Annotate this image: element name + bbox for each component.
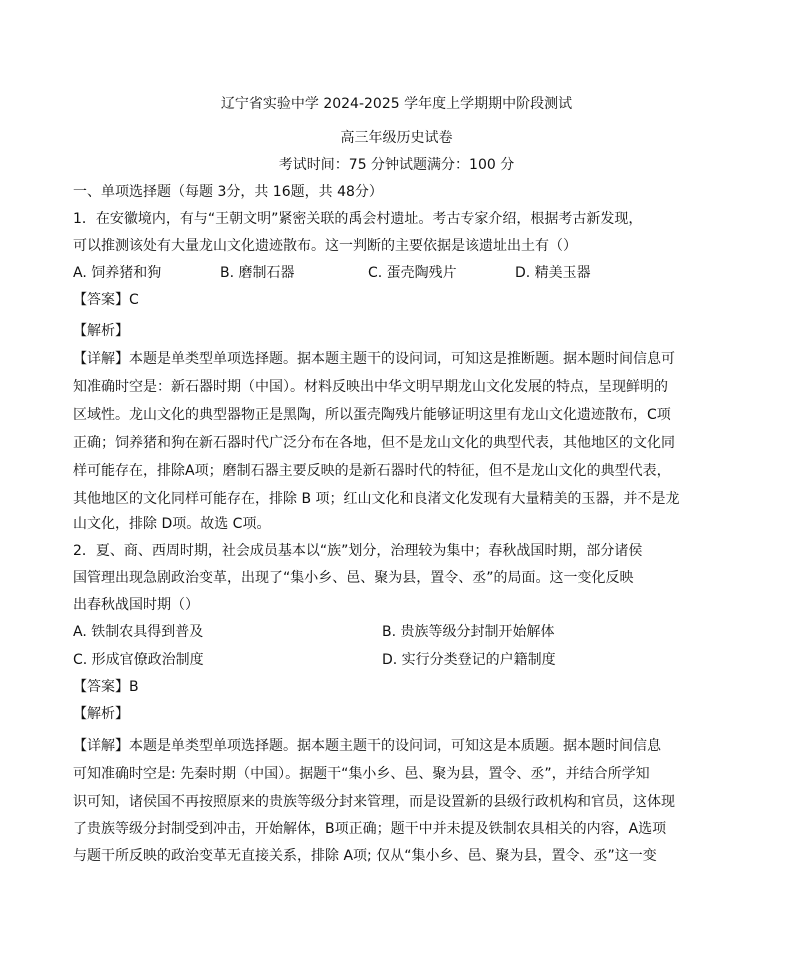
q1-stem-line: 可以推测该处有大量龙山文化遗迹散布。这一判断的主要依据是该遗址出土有（） — [73, 238, 577, 254]
q2-stem-line: 2．夏、商、西周时期，社会成员基本以“族”划分，治理较为集中；春秋战国时期，部分诸侯 — [73, 543, 643, 559]
q2-option-a: A. 铁制农具得到普及 — [73, 624, 204, 640]
q1-detail-line: 山文化，排除 D项。故选 C项。 — [73, 516, 271, 532]
q1-stem-line: 1．在安徽境内，有与“王朝文明”紧密关联的禹会村遗址。考古专家介绍，根据考古新发现， — [73, 211, 643, 227]
exam-title: 辽宁省实验中学 2024-2025 学年度上学期期中阶段测试 — [220, 96, 573, 112]
q1-detail-line: 【详解】本题是单类型单项选择题。据本题主题干的设问词，可知这是推断题。据本题时间信息可 — [73, 351, 675, 367]
q1-detail-line: 正确；饲养猪和狗在新石器时代广泛分布在各地，但不是龙山文化的典型代表，其他地区的文化同 — [73, 435, 675, 451]
q2-detail-line: 可知准确时空是: 先秦时期（中国）。据题干“集小乡、邑、聚为县，置令、丞”，并结合所学知 — [73, 766, 650, 782]
q1-analysis-label: 【解析】 — [73, 323, 129, 339]
q1-answer: 【答案】C — [73, 292, 139, 308]
exam-time-info: 考试时间：75 分钟试题满分：100 分 — [278, 157, 515, 173]
exam-subtitle: 高三年级历史试卷 — [340, 130, 453, 146]
q1-option-d: D. 精美玉器 — [515, 265, 591, 281]
q2-detail-line: 与题干所反映的政治变革无直接关系，排除 A项; 仅从“集小乡、邑、聚为县，置令、丞”这一变 — [73, 848, 657, 864]
q1-detail-line: 其他地区的文化同样可能存在，排除 B 项；红山文化和良渚文化发现有大量精美的玉器，并不是龙 — [73, 491, 680, 507]
q2-option-d: D. 实行分类登记的户籍制度 — [382, 652, 556, 668]
section-heading: 一、单项选择题（每题 3分，共 16题，共 48分） — [73, 184, 383, 200]
q2-detail-line: 了贵族等级分封制受到冲击，开始解体，B项正确；题干中并未提及铁制农具相关的内容，A选项 — [73, 821, 667, 837]
q1-detail-line: 知准确时空是：新石器时期（中国）。材料反映出中华文明早期龙山文化发展的特点，呈现鲜明的 — [73, 379, 668, 395]
q2-analysis-label: 【解析】 — [73, 706, 129, 722]
q1-option-b: B. 磨制石器 — [220, 265, 295, 281]
q1-detail-line: 区域性。龙山文化的典型器物正是黑陶，所以蛋壳陶残片能够证明这里有龙山文化遗迹散布，C项 — [73, 407, 671, 423]
q2-stem-line: 出春秋战国时期（） — [73, 597, 199, 613]
q1-option-a: A. 饲养猪和狗 — [73, 265, 162, 281]
q2-answer: 【答案】B — [73, 679, 139, 695]
q2-detail-line: 识可知，诸侯国不再按照原来的贵族等级分封来管理，而是设置新的县级行政机构和官员，这体现 — [73, 794, 675, 810]
q2-option-c: C. 形成官僚政治制度 — [73, 652, 204, 668]
q1-option-c: C. 蛋壳陶残片 — [368, 265, 457, 281]
q2-detail-line: 【详解】本题是单类型单项选择题。据本题主题干的设问词，可知这是本质题。据本题时间信息 — [73, 738, 661, 754]
q2-stem-line: 国管理出现急剧政治变革，出现了“集小乡、邑、聚为县，置令、丞”的局面。这一变化反映 — [73, 570, 634, 586]
q1-detail-line: 样可能存在，排除A项；磨制石器主要反映的是新石器时代的特征，但不是龙山文化的典型代表， — [73, 463, 671, 479]
q2-option-b: B. 贵族等级分封制开始解体 — [382, 624, 555, 640]
